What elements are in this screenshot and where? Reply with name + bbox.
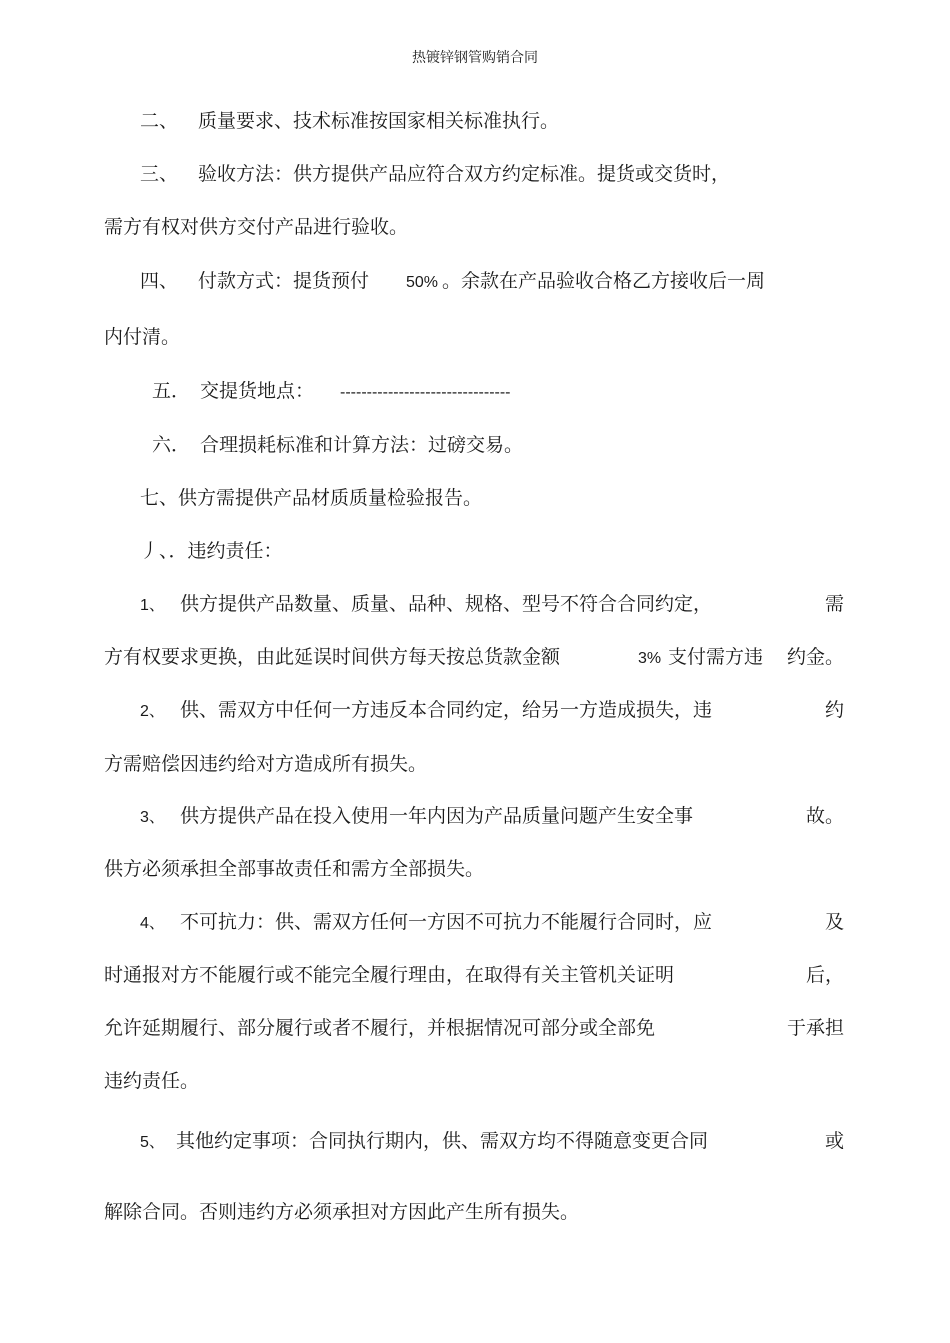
item-text-end: 后， — [805, 964, 844, 986]
item-text-end: 于承担 — [786, 1017, 844, 1039]
clause-text: 合理损耗标准和计算方法：过磅交易。 — [200, 434, 524, 456]
clause-number: 五． — [152, 380, 191, 402]
clause-text: 交提货地点： — [200, 380, 315, 402]
clause-text: 验收方法：供方提供产品应符合双方约定标准。提货或交货时， — [198, 163, 731, 185]
item-text-end: 及 — [824, 911, 844, 933]
item-number: 2、 — [140, 703, 165, 720]
item-text: 供方提供产品在投入使用一年内因为产品质量问题产生安全事 — [180, 805, 694, 827]
item-text-end: 约 — [824, 699, 844, 721]
clause-number: 六． — [152, 434, 191, 456]
clause-number: 二、 — [140, 110, 179, 132]
clause-text: 。余款在产品验收合格乙方接收后一周 — [442, 270, 766, 292]
item-text-end: 需 — [824, 593, 844, 615]
clause-text: 内付清。 — [104, 326, 181, 348]
item-text: 供、需双方中任何一方违反本合同约定，给另一方造成损失，违 — [180, 699, 713, 721]
item-number: 3、 — [140, 809, 165, 826]
item-text: 违约责任。 — [104, 1070, 200, 1092]
item-text: 时通报对方不能履行或不能完全履行理由，在取得有关主管机关证明 — [104, 964, 675, 986]
prepay-percent: 50% — [406, 274, 439, 291]
clause-number: 四、 — [140, 270, 179, 292]
penalty-percent: 3% — [638, 650, 662, 667]
item-text-end: 或 — [824, 1130, 844, 1152]
item-number: 4、 — [140, 915, 165, 932]
clause-text: 付款方式：提货预付 — [198, 270, 370, 292]
item-text: 方有权要求更换，由此延误时间供方每天按总货款金额 — [104, 646, 561, 668]
item-number: 1、 — [140, 597, 165, 614]
item-text-end: 约金。 — [786, 646, 844, 668]
item-text: 其他约定事项：合同执行期内，供、需双方均不得随意变更合同 — [176, 1130, 709, 1152]
clause-number: 三、 — [140, 163, 179, 185]
delivery-location-blank: -------------------------------- — [340, 384, 511, 401]
item-text: 解除合同。否则违约方必须承担对方因此产生所有损失。 — [104, 1201, 580, 1223]
page-header-title: 热镀锌钢管购销合同 — [412, 50, 538, 66]
clause-text: 七、供方需提供产品材质质量检验报告。 — [140, 487, 483, 509]
clause-text: 需方有权对供方交付产品进行验收。 — [104, 216, 409, 238]
item-text: 允许延期履行、部分履行或者不履行，并根据情况可部分或全部免 — [104, 1017, 656, 1039]
section-heading: 丿、．违约责任： — [140, 540, 283, 562]
item-text-end: 故。 — [805, 805, 844, 827]
item-text: 方需赔偿因违约给对方造成所有损失。 — [104, 753, 428, 775]
item-text: 支付需方违 — [668, 646, 764, 668]
clause-text: 质量要求、技术标准按国家相关标准执行。 — [198, 110, 560, 132]
item-text: 供方提供产品数量、质量、品种、规格、型号不符合合同约定， — [180, 593, 713, 615]
item-text: 不可抗力：供、需双方任何一方因不可抗力不能履行合同时，应 — [180, 911, 713, 933]
item-text: 供方必须承担全部事故责任和需方全部损失。 — [104, 858, 485, 880]
item-number: 5、 — [140, 1134, 165, 1151]
